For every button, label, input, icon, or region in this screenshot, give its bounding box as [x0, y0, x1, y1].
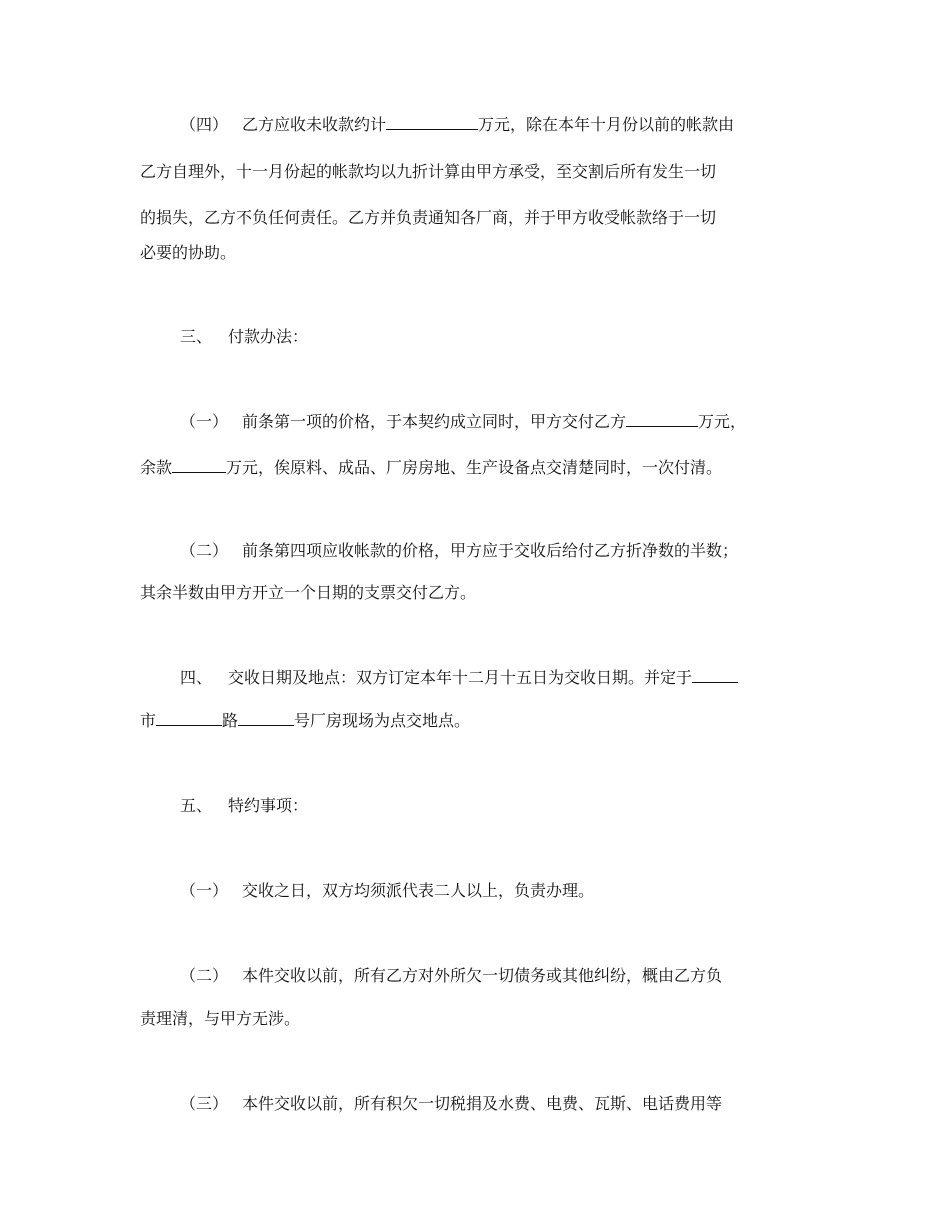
clause-text: 乙方自理外，十一月份起的帐款均以九折计算由甲方承受，至交割后所有发生一切 [140, 162, 717, 181]
clause-text: 交收之日，双方均须派代表二人以上，负责办理。 [242, 881, 595, 900]
section-heading [180, 668, 860, 688]
clause-text: 余款 [140, 458, 173, 477]
clause-text: 号厂房现场为点交地点。 [294, 711, 471, 730]
section-number: 五、 [180, 796, 213, 815]
fill-in-blank[interactable] [238, 711, 294, 726]
clause-line [140, 243, 820, 263]
clause-line [180, 115, 860, 135]
section-heading [180, 327, 860, 347]
clause-line [180, 1094, 860, 1114]
clause-line [180, 881, 860, 901]
section-heading [180, 796, 860, 816]
fill-in-blank[interactable] [692, 668, 738, 683]
clause-line [180, 412, 860, 432]
fill-in-blank[interactable] [156, 711, 222, 726]
clause-text: 其余半数由甲方开立一个日期的支票交付乙方。 [140, 583, 477, 602]
clause-text: 万元，除在本年十月份以前的帐款由 [478, 115, 735, 134]
fill-in-blank[interactable] [172, 458, 226, 473]
clause-line [140, 458, 820, 478]
clause-text: 交收日期及地点：双方订定本年十二月十五日为交收日期。并定于 [228, 668, 693, 687]
clause-text: 万元，俟原料、成品、厂房房地、生产设备点交清楚同时，一次付清。 [226, 458, 723, 477]
clause-text: 路 [222, 711, 239, 730]
clause-line [140, 1009, 820, 1029]
section-title: 付款办法： [228, 327, 309, 346]
clause-text: 乙方应收未收款约计 [242, 115, 387, 134]
clause-text: 的损失，乙方不负任何责任。乙方并负责通知各厂商，并于甲方收受帐款络于一切 [140, 208, 717, 227]
clause-text: 市 [140, 711, 157, 730]
section-title: 特约事项： [228, 796, 309, 815]
clause-text: 责理清，与甲方无涉。 [140, 1009, 301, 1028]
clause-text: 本件交收以前，所有乙方对外所欠一切债务或其他纠纷，概由乙方负 [242, 966, 723, 985]
clause-line [140, 711, 820, 731]
item-label: （三） [180, 1094, 229, 1113]
section-number: 三、 [180, 327, 213, 346]
clause-line [140, 208, 820, 228]
item-label: （四） [180, 115, 229, 134]
clause-line [180, 541, 860, 561]
item-label: （二） [180, 541, 229, 560]
clause-text: 万元， [698, 412, 747, 431]
clause-line [140, 162, 820, 182]
clause-text: 前条第四项应收帐款的价格，甲方应于交收后给付乙方折净数的半数； [242, 541, 739, 560]
fill-in-blank[interactable] [626, 412, 698, 427]
item-label: （一） [180, 412, 229, 431]
fill-in-blank[interactable] [386, 115, 478, 130]
item-label: （二） [180, 966, 229, 985]
clause-text: 前条第一项的价格，于本契约成立同时，甲方交付乙方 [242, 412, 627, 431]
section-number: 四、 [180, 668, 213, 687]
clause-text: 本件交收以前，所有积欠一切税捐及水费、电费、瓦斯、电话费用等 [242, 1094, 723, 1113]
item-label: （一） [180, 881, 229, 900]
clause-text: 必要的协助。 [140, 243, 237, 262]
clause-line [140, 583, 820, 603]
clause-line [180, 966, 860, 986]
